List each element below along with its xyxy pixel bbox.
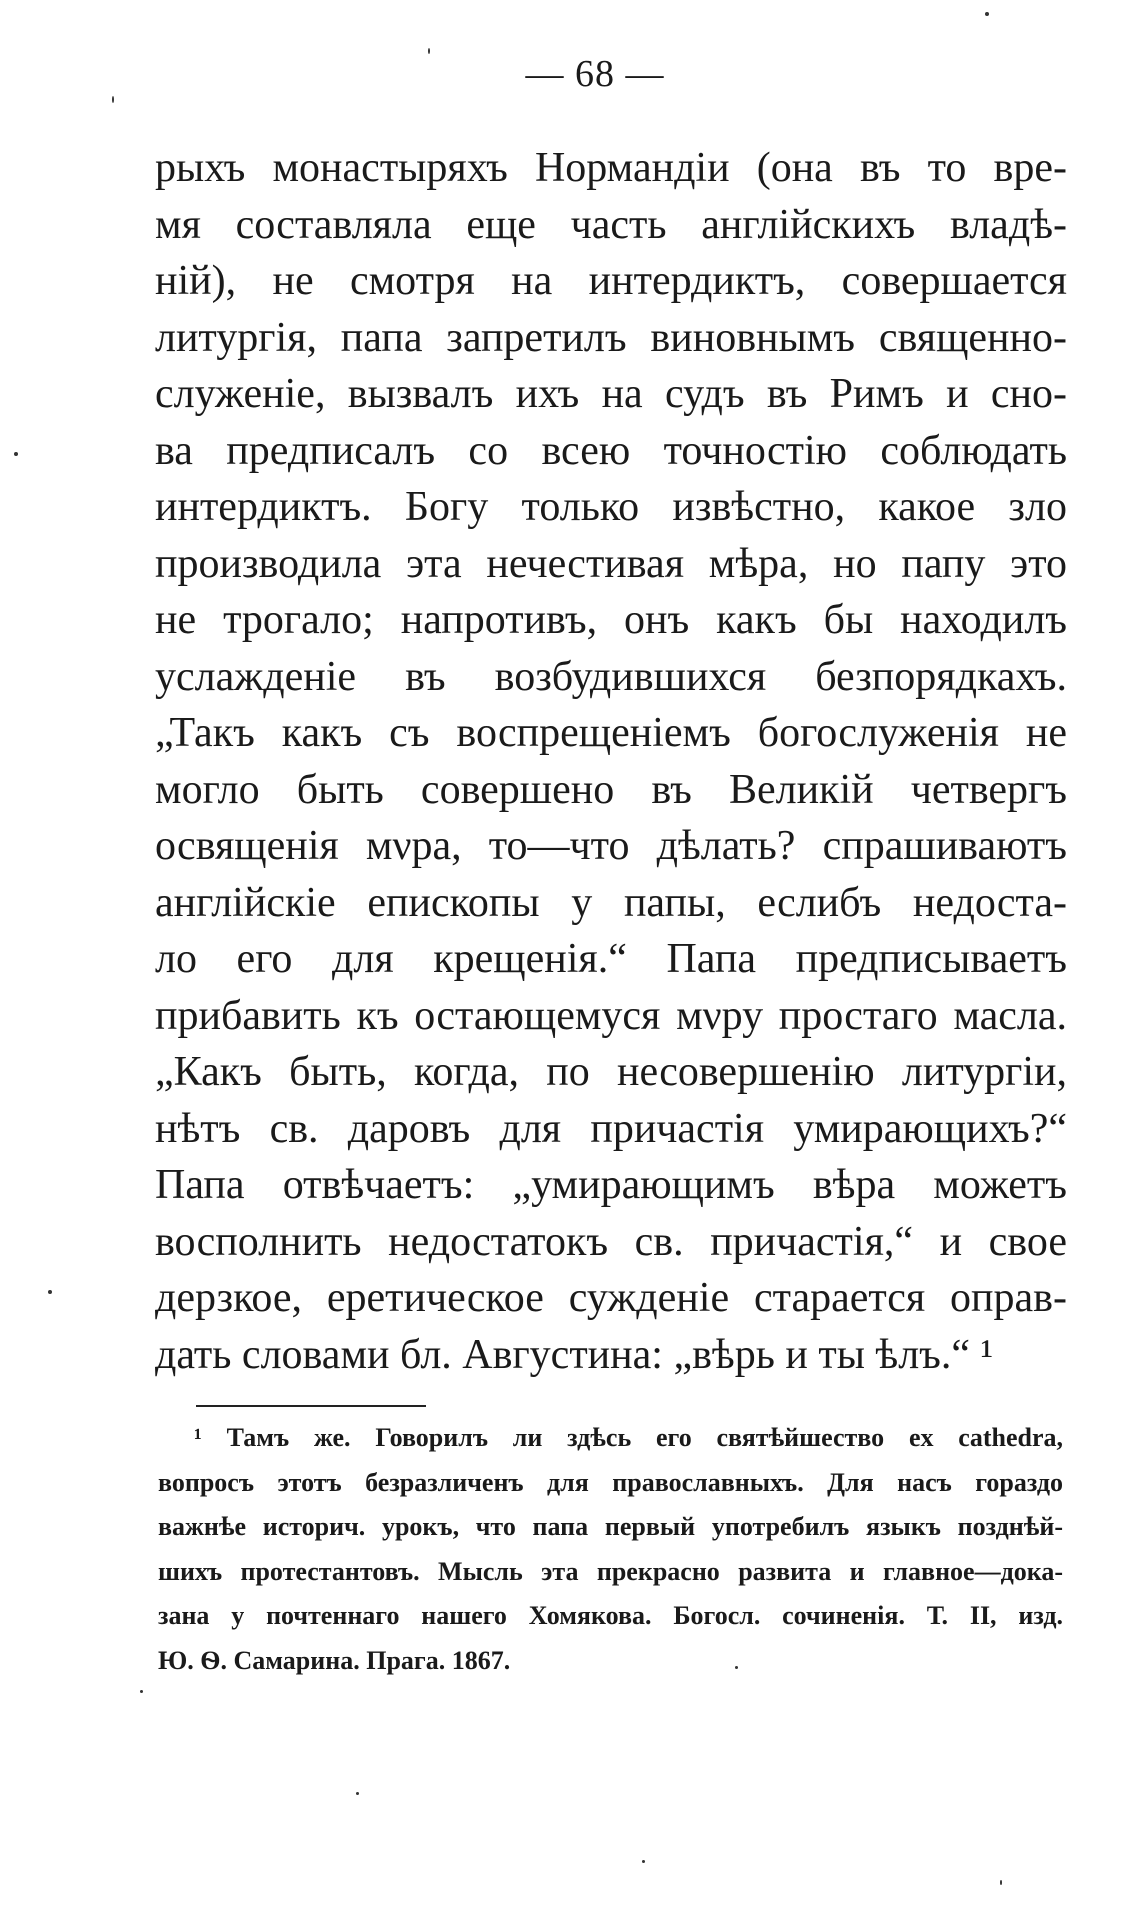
- body-text: [155, 140, 1067, 1383]
- scan-speck: [1000, 1880, 1002, 1885]
- text-line: мя составляла еще часть англійскихъ владѣ-: [155, 201, 1067, 248]
- text-line: услажденіе въ возбудившихся безпорядкахъ.: [155, 653, 1067, 700]
- text-line: освященія мνра, то—что дѣлать? спрашиваютъ: [155, 823, 1067, 869]
- footnote-line: важнѣе историч. урокъ, что папа первый употребилъ языкъ позднѣй-: [158, 1512, 1063, 1541]
- scan-speck: [642, 1860, 645, 1863]
- text-line: прибавить къ остающемуся мνру простаго масла.: [155, 992, 1067, 1039]
- footnote-line: шихъ протестантовъ. Мысль эта прекрасно развита и главное—дока-: [158, 1556, 1063, 1586]
- footnote-line: ¹ Тамъ же. Говорилъ ли здѣсь его святѣйшество ex cathedra,: [194, 1423, 1063, 1452]
- scan-speck: [140, 1690, 143, 1693]
- text-line: ва предписалъ со всею точностію соблюдать: [155, 427, 1067, 474]
- scan-speck: [735, 1666, 738, 1669]
- footnote-line: Ю. Ѳ. Самарина. Прага. 1867.: [158, 1645, 511, 1675]
- scan-speck: [48, 1290, 52, 1294]
- footnote-line: зана у почтеннаго нашего Хомякова. Богосл. сочиненія. Т. II, изд.: [158, 1601, 1063, 1630]
- text-line: восполнить недостатокъ св. причастія,“ и свое: [155, 1218, 1067, 1265]
- text-line: „Такъ какъ съ воспрещеніемъ богослуженія не: [155, 710, 1067, 756]
- footnote-separator: [196, 1405, 426, 1407]
- text-line: интердиктъ. Богу только извѣстно, какое зло: [155, 484, 1067, 530]
- text-line: могло быть совершено въ Великій четвергъ: [155, 766, 1067, 813]
- text-line: не трогало; напротивъ, онъ какъ бы находилъ: [155, 597, 1067, 643]
- text-line: ло его для крещенія.“ Папа предписываетъ: [155, 936, 1067, 982]
- scan-speck: [112, 96, 114, 103]
- text-line: производила эта нечестивая мѣра, но папу это: [155, 540, 1067, 587]
- page-number: — 68 —: [525, 53, 665, 95]
- text-line: Папа отвѣчаетъ: „умирающимъ вѣра можетъ: [155, 1162, 1067, 1208]
- text-line: англійскіе епископы у папы, еслибъ недоста-: [155, 879, 1067, 926]
- scan-speck: [985, 12, 989, 16]
- text-line: рыхъ монастыряхъ Нормандіи (она въ то вре-: [155, 145, 1067, 191]
- text-line: ній), не смотря на интердиктъ, совершается: [155, 258, 1067, 304]
- scan-speck: [356, 1792, 359, 1795]
- scan-speck: [14, 452, 18, 456]
- text-line: дать словами бл. Августина: „вѣрь и ты ѣлъ.“ ¹: [155, 1331, 994, 1378]
- text-line: служеніе, вызвалъ ихъ на судъ въ Римъ и сно-: [155, 371, 1067, 417]
- text-line: „Какъ быть, когда, по несовершенію литургіи,: [155, 1049, 1067, 1095]
- footnote-line: вопросъ этотъ безразличенъ для православныхъ. Для насъ гораздо: [158, 1467, 1063, 1497]
- footnote: [158, 1416, 1063, 1683]
- text-line: дерзкое, еретическое сужденіе старается оправ-: [155, 1275, 1067, 1321]
- text-line: нѣтъ св. даровъ для причастія умирающихъ?“: [155, 1105, 1067, 1152]
- text-line: литургія, папа запретилъ виновнымъ священно-: [155, 314, 1067, 361]
- scan-speck: [428, 48, 430, 54]
